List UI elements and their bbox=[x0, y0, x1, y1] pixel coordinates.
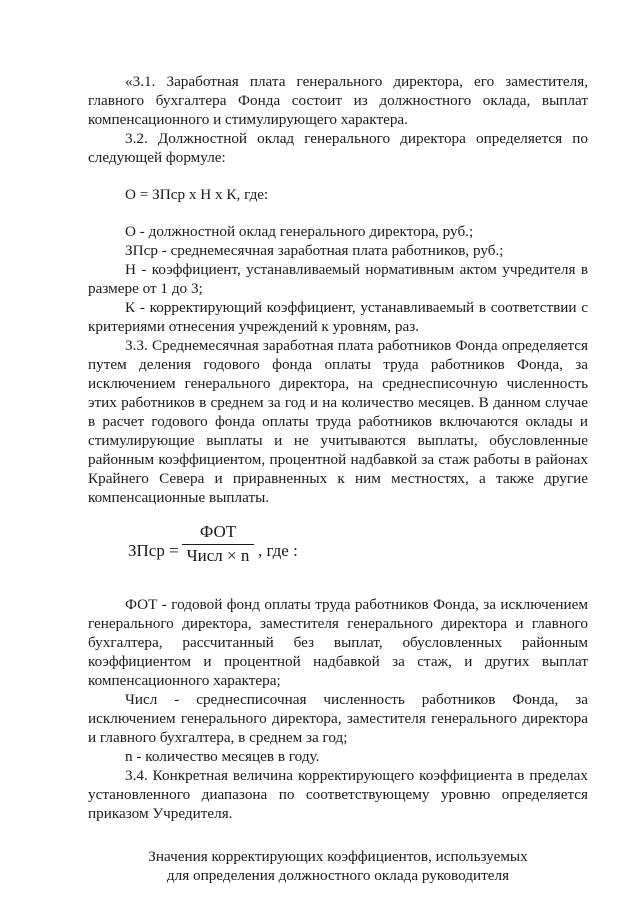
formula-average-salary bbox=[88, 521, 588, 585]
table-heading-line-1: Значения корректирующих коэффициентов, используемых bbox=[148, 848, 528, 865]
definition-chisl: Числ - среднесписочная численность работников Фонда, за исключением генерального директора, заместителя генерального директора и главного бухгалтера, в среднем за год; bbox=[88, 691, 588, 746]
formula-denominator: Числ × n bbox=[186, 546, 250, 565]
definition-fot: ФОТ - годовой фонд оплаты труда работников Фонда, за исключением генерального директора, заместителя генерального директора и главного бухгалтера, рассчитанный без выплат, обусловленных районным коэффициентом и процентной надбавкой за стаж, и других выплат компенсационного характера; bbox=[88, 596, 588, 689]
paragraph-3-1: «3.1. Заработная плата генерального директора, его заместителя, главного бухгалтера Фонда состоит из должностного оклада, выплат компенсационного и стимулирующего характера. bbox=[88, 73, 588, 128]
definition-n: Н - коэффициент, устанавливаемый нормативным актом учредителя в размере от 1 до 3; bbox=[88, 261, 588, 297]
definition-k: К - корректирующий коэффициент, устанавливаемый в соответствии с критериями отнесения учреждений к уровням, раз. bbox=[88, 299, 588, 335]
definition-zpsr: ЗПср - среднемесячная заработная плата работников, руб.; bbox=[125, 242, 504, 259]
paragraph-3-3: 3.3. Среднемесячная заработная плата работников Фонда определяется путем деления годового фонда оплаты труда работников Фонда, за исключением генерального директора, на среднесписочную численность этих работников в среднем за год и на количество месяцев. В данном случае в расчет годового фонда оплаты труда работников включаются оклады и стимулирующие выплаты и не учитываются выплаты, обусловленные районным коэффициентом, процентной надбавкой за стаж работы в районах Крайнего Севера и приравненных к ним местностях, а также другие компенсационные выплаты. bbox=[88, 337, 588, 506]
formula-fraction bbox=[178, 521, 258, 567]
definition-o: О - должностной оклад генерального директора, руб.; bbox=[125, 223, 474, 240]
formula-salary: О = ЗПср х Н х К, где: bbox=[125, 186, 269, 203]
document-body bbox=[88, 72, 588, 885]
table-heading-line-2: для определения должностного оклада руководителя bbox=[166, 867, 510, 884]
formula-left-side: ЗПср = bbox=[128, 541, 179, 560]
paragraph-3-2: 3.2. Должностной оклад генерального директора определяется по следующей формуле: bbox=[88, 130, 588, 166]
formula-suffix: , где : bbox=[258, 541, 298, 560]
definition-n-months: n - количество месяцев в году. bbox=[125, 748, 320, 765]
paragraph-3-4: 3.4. Конкретная величина корректирующего коэффициента в пределах установленного диапазона по соответствующему уровню определяется приказом Учредителя. bbox=[88, 767, 588, 822]
formula-numerator: ФОТ bbox=[199, 522, 237, 541]
